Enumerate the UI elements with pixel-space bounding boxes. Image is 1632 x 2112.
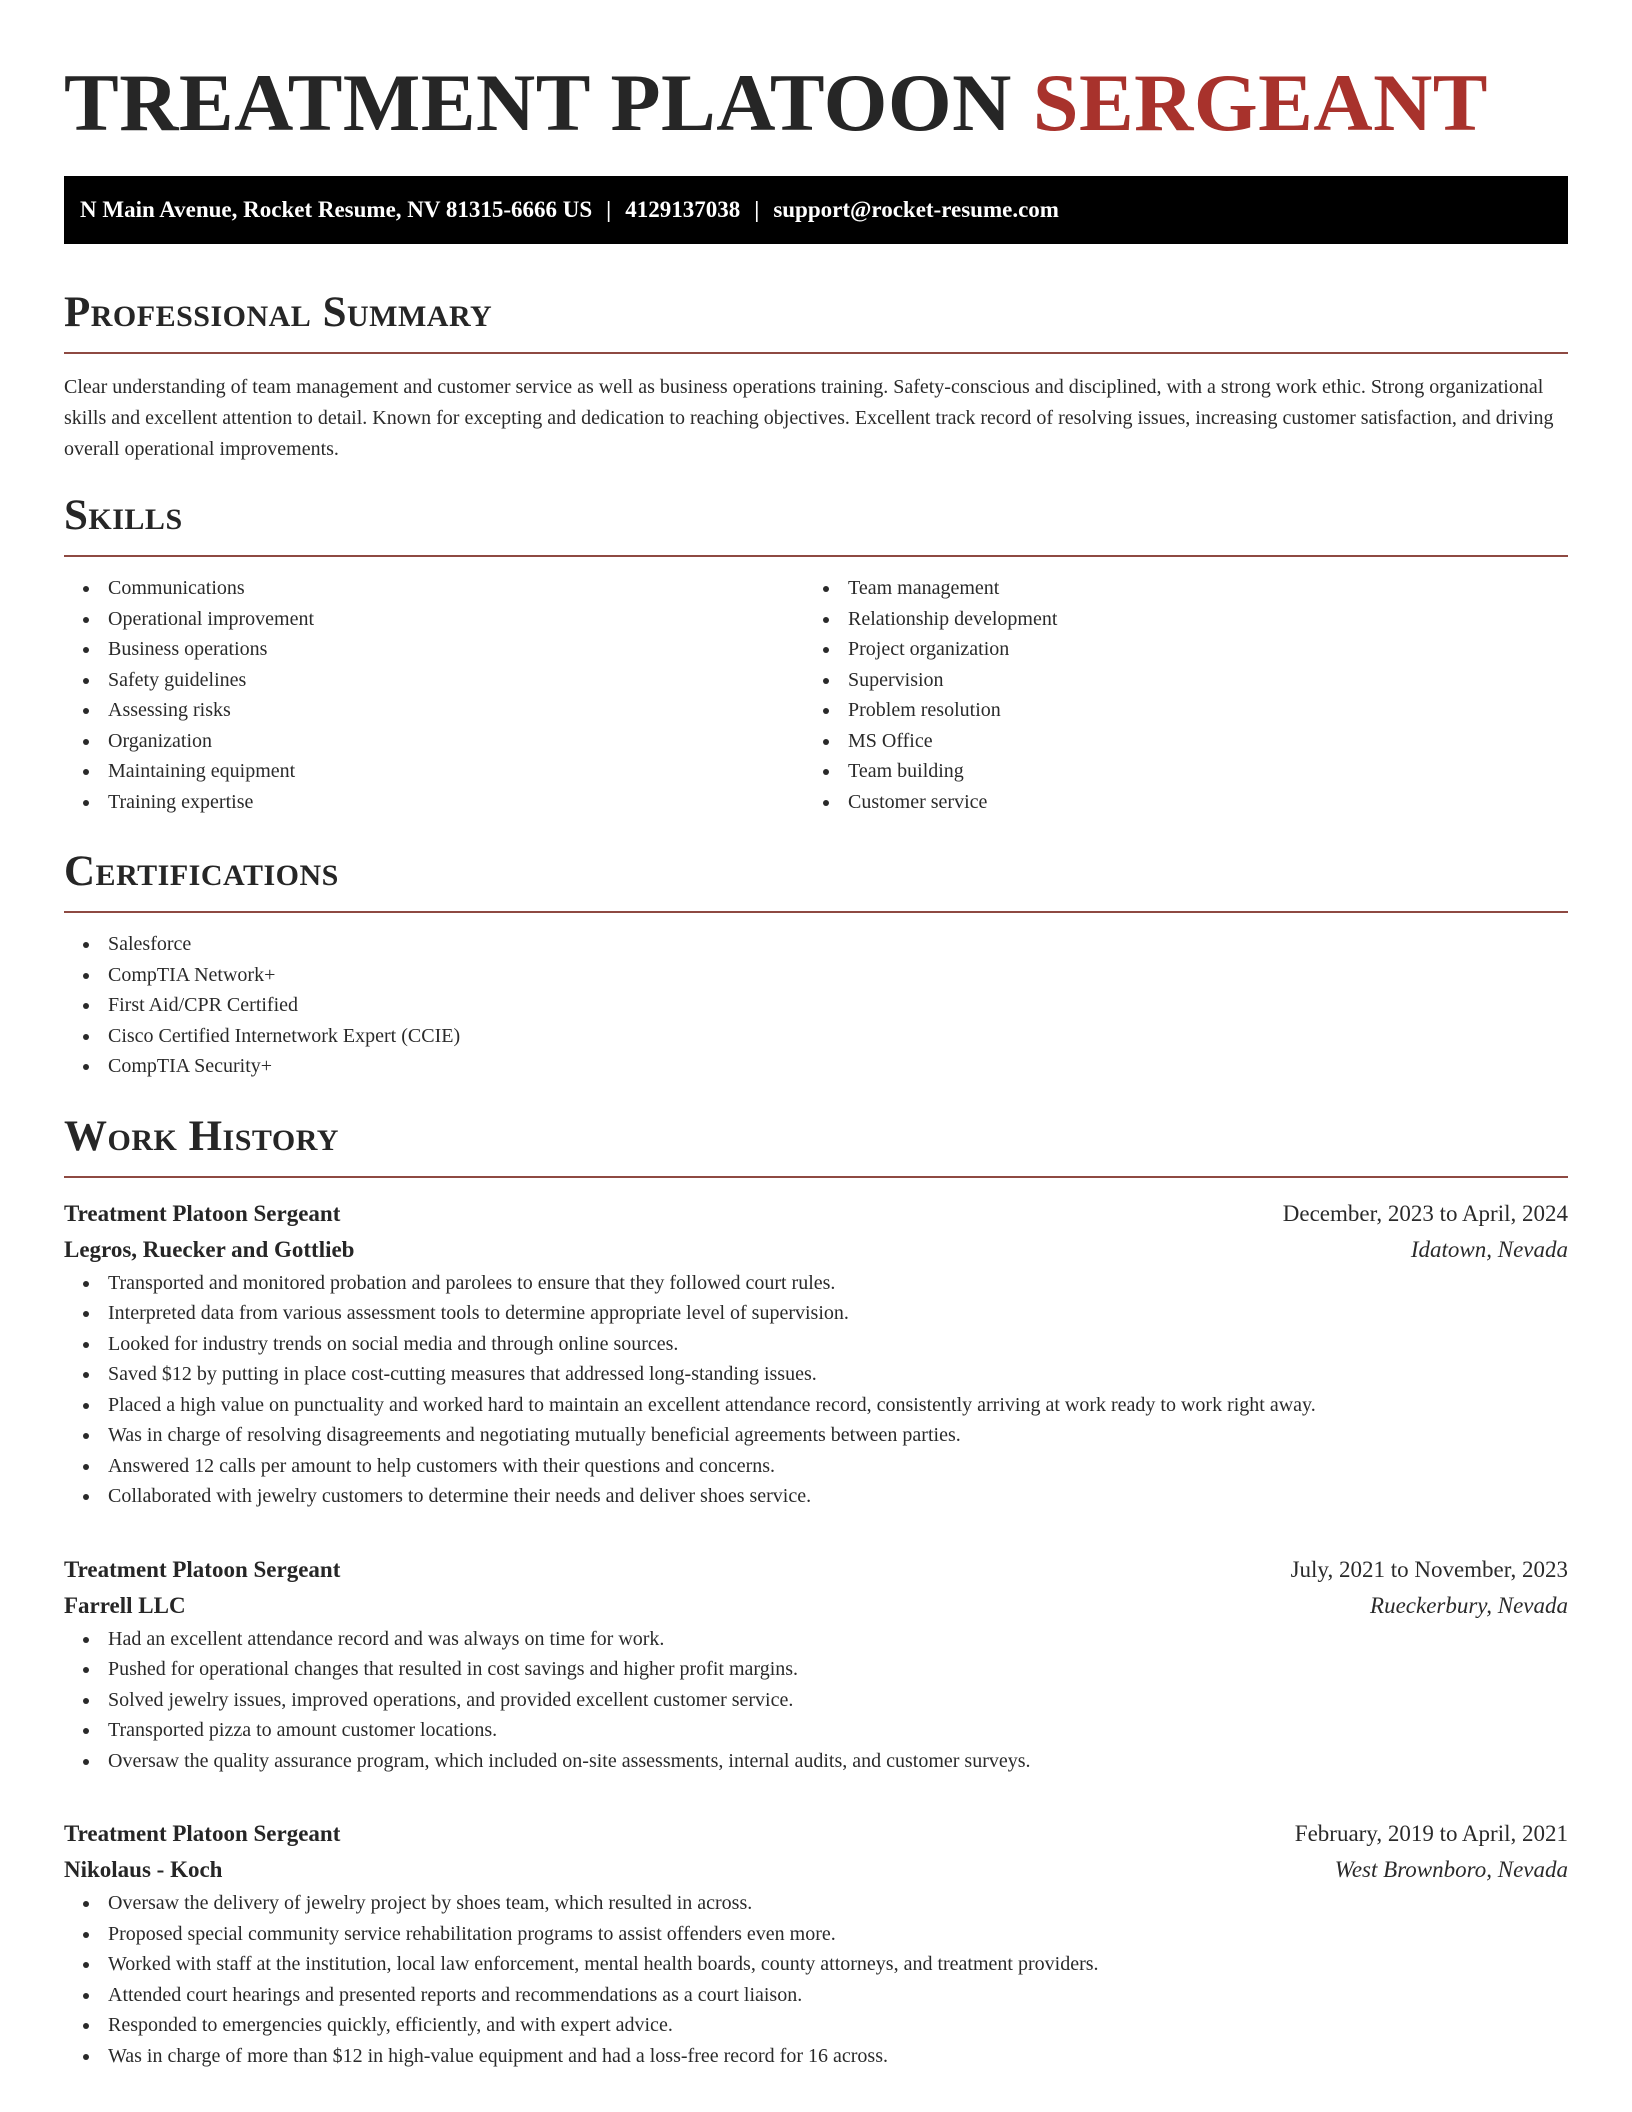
skill-item: Project organization <box>804 634 1544 665</box>
contact-address: N Main Avenue, Rocket Resume, NV 81315-6666 US <box>80 197 593 222</box>
job-duty-item: Saved $12 by putting in place cost-cutting measures that addressed long-standing issues. <box>64 1359 1568 1390</box>
job-duty-item: Collaborated with jewelry customers to determine their needs and deliver shoes service. <box>64 1481 1568 1512</box>
certification-item: Cisco Certified Internetwork Expert (CCIE) <box>64 1021 1568 1052</box>
contact-phone: 4129137038 <box>625 197 741 222</box>
job-duty-item: Oversaw the delivery of jewelry project by shoes team, which resulted in across. <box>64 1888 1568 1919</box>
job-header-row <box>64 1552 1568 1588</box>
job-dates: December, 2023 to April, 2024 <box>1282 1200 1568 1226</box>
job-company-row <box>64 1588 1568 1624</box>
candidate-name <box>64 0 1568 148</box>
jobs-list <box>64 1196 1568 2072</box>
job-company-row <box>64 1852 1568 1888</box>
job-entry <box>64 1816 1568 2071</box>
job-company-row <box>64 1232 1568 1268</box>
skills-column-right <box>804 573 1544 817</box>
skill-item: MS Office <box>804 726 1544 757</box>
skills-grid <box>64 573 1568 817</box>
job-title: Treatment Platoon Sergeant <box>64 1200 341 1226</box>
contact-separator: | <box>754 197 760 222</box>
section-title-work-history: Work History <box>64 1112 339 1160</box>
certification-item: CompTIA Network+ <box>64 960 1568 991</box>
skills-column-left <box>64 573 804 817</box>
job-location: Rueckerbury, Nevada <box>1370 1592 1568 1618</box>
certification-item: Salesforce <box>64 929 1568 960</box>
skill-item: Safety guidelines <box>64 665 804 696</box>
job-company: Nikolaus - Koch <box>64 1857 223 1882</box>
contact-email: support@rocket-resume.com <box>773 197 1059 222</box>
skill-item: Assessing risks <box>64 695 804 726</box>
summary-text: Clear understanding of team management and customer service as well as business operations training. Safety-conscious and disciplined, with a strong work ethic. Strong organizational skills and excellent attention to detail. Known for excepting and dedication to reaching objectives. Excellent track record of resolving issues, increasing customer satisfaction, and driving overall operational improvements. <box>64 376 1554 460</box>
job-duties-list <box>64 1888 1568 2071</box>
contact-bar <box>64 176 1568 244</box>
job-title: Treatment Platoon Sergeant <box>64 1821 341 1846</box>
job-duty-item: Was in charge of resolving disagreements and negotiating mutually beneficial agreements between parties. <box>64 1420 1568 1451</box>
job-dates: February, 2019 to April, 2021 <box>1294 1821 1568 1846</box>
job-duty-item: Attended court hearings and presented reports and recommendations as a court liaison. <box>64 1980 1568 2011</box>
name-accent: SERGEANT <box>1032 57 1488 148</box>
certifications-list <box>64 929 1568 1082</box>
skill-item: Customer service <box>804 787 1544 818</box>
job-location: West Brownboro, Nevada <box>1334 1857 1568 1882</box>
section-divider <box>64 1176 1568 1178</box>
section-title-summary: Professional Summary <box>64 289 493 336</box>
skill-item: Relationship development <box>804 604 1544 635</box>
job-duties-list <box>64 1268 1568 1512</box>
name-primary: TREATMENT PLATOON <box>64 57 1012 148</box>
job-entry <box>64 1196 1568 1512</box>
skills-section <box>64 491 1568 817</box>
job-duty-item: Oversaw the quality assurance program, which included on-site assessments, internal audits, and customer surveys. <box>64 1746 1568 1777</box>
job-duty-item: Interpreted data from various assessment tools to determine appropriate level of supervision. <box>64 1298 1568 1329</box>
skill-item: Operational improvement <box>64 604 804 635</box>
job-company: Farrell LLC <box>64 1592 186 1618</box>
skill-item: Organization <box>64 726 804 757</box>
job-duty-item: Transported and monitored probation and parolees to ensure that they followed court rules. <box>64 1268 1568 1299</box>
job-duty-item: Worked with staff at the institution, local law enforcement, mental health boards, county attorneys, and treatment providers. <box>64 1949 1568 1980</box>
section-divider <box>64 911 1568 913</box>
certification-item: First Aid/CPR Certified <box>64 990 1568 1021</box>
summary-section <box>64 288 1568 465</box>
section-title-certifications: Certifications <box>64 848 339 895</box>
job-company: Legros, Ruecker and Gottlieb <box>64 1236 355 1262</box>
skill-item: Supervision <box>804 665 1544 696</box>
job-duty-item: Had an excellent attendance record and was always on time for work. <box>64 1624 1568 1655</box>
work-history-section <box>64 1112 1568 2072</box>
job-duty-item: Looked for industry trends on social media and through online sources. <box>64 1329 1568 1360</box>
job-duty-item: Was in charge of more than $12 in high-value equipment and had a loss-free record for 16 across. <box>64 2041 1568 2072</box>
skill-item: Problem resolution <box>804 695 1544 726</box>
skill-item: Team management <box>804 573 1544 604</box>
job-duty-item: Responded to emergencies quickly, efficiently, and with expert advice. <box>64 2010 1568 2041</box>
skills-list-left <box>64 573 804 817</box>
skill-item: Maintaining equipment <box>64 756 804 787</box>
skills-list-right <box>804 573 1544 817</box>
certification-item: CompTIA Security+ <box>64 1051 1568 1082</box>
section-title-skills: Skills <box>64 492 183 539</box>
job-header-row <box>64 1816 1568 1852</box>
job-header-row <box>64 1196 1568 1232</box>
certifications-section <box>64 847 1568 1082</box>
job-duty-item: Answered 12 calls per amount to help customers with their questions and concerns. <box>64 1451 1568 1482</box>
job-title: Treatment Platoon Sergeant <box>64 1556 341 1582</box>
skill-item: Team building <box>804 756 1544 787</box>
job-duty-item: Placed a high value on punctuality and worked hard to maintain an excellent attendance record, consistently arriving at work ready to work right away. <box>64 1390 1568 1421</box>
job-location: Idatown, Nevada <box>1410 1236 1568 1262</box>
job-duty-item: Transported pizza to amount customer locations. <box>64 1715 1568 1746</box>
job-entry <box>64 1552 1568 1777</box>
skill-item: Business operations <box>64 634 804 665</box>
section-divider <box>64 352 1568 354</box>
job-duty-item: Solved jewelry issues, improved operations, and provided excellent customer service. <box>64 1685 1568 1716</box>
job-dates: July, 2021 to November, 2023 <box>1290 1556 1568 1582</box>
job-duty-item: Proposed special community service rehabilitation programs to assist offenders even more. <box>64 1919 1568 1950</box>
skill-item: Training expertise <box>64 787 804 818</box>
job-duty-item: Pushed for operational changes that resulted in cost savings and higher profit margins. <box>64 1654 1568 1685</box>
section-divider <box>64 555 1568 557</box>
job-duties-list <box>64 1624 1568 1777</box>
contact-separator: | <box>606 197 612 222</box>
skill-item: Communications <box>64 573 804 604</box>
